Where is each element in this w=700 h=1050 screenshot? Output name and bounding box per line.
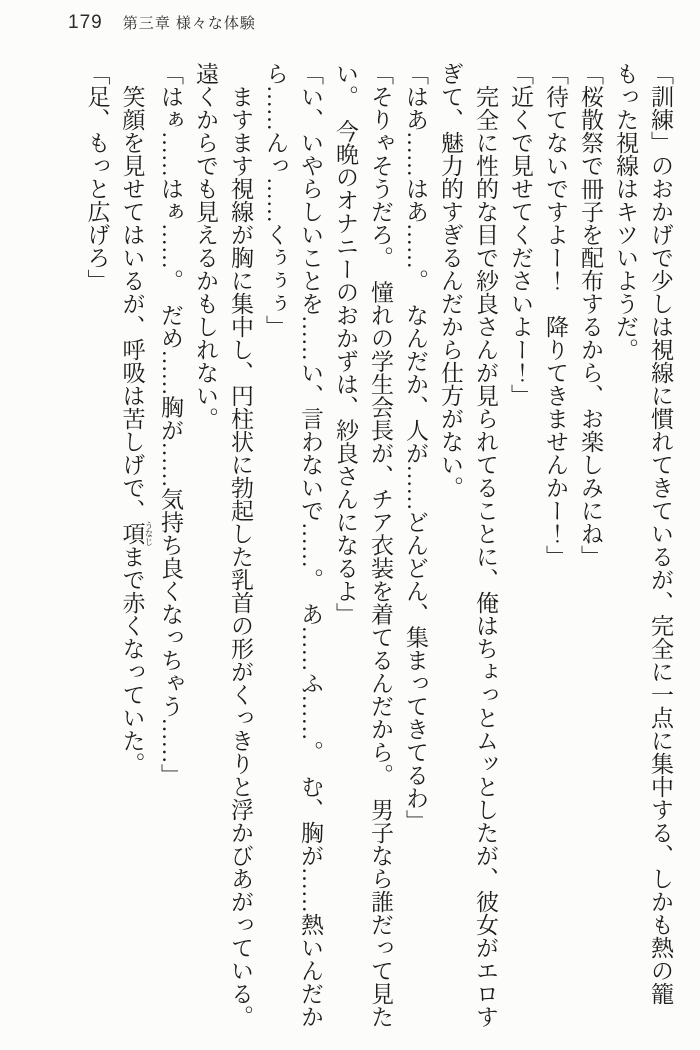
paragraph: 完全に性的な目で紗良さんが見られてることに、俺はちょっとムッとしたが、彼女がエロすぎて、魅力的すぎるんだから仕方がない。	[438, 62, 498, 1028]
paragraph: 「そりゃそうだろ。 憧れの学生会長が、チア衣装を着てるんだから。 男子なら誰だって見たい。 今晩のオナニーのおかずは、紗良さんになるよ」	[333, 62, 393, 1028]
page-number: 179	[68, 12, 103, 33]
paragraph: 「はぁ……はぁ……。 だめ……胸が……気持ち良くなっちゃう……」	[158, 62, 183, 787]
furigana: うなじ	[144, 521, 153, 546]
paragraph: 「訓練」のおかげで少しは視線に慣れてきているが、完全に一点に集中する、しかも熱の籠もった視線はキツいようだ。	[613, 62, 673, 1005]
ruby-annotated-word: 項 うなじ	[119, 521, 153, 546]
paragraph: 「待てないですよー！ 降りてきませんかー！」	[543, 62, 568, 568]
paragraph: 笑顔を見せてはいるが、呼吸は苦しげで、項 うなじまで赤くなっていた。	[119, 85, 153, 775]
paragraph: 「桜散祭で冊子を配布するから、お楽しみにね」	[578, 62, 603, 568]
running-header	[68, 12, 256, 34]
body-text-vertical	[80, 62, 679, 1040]
paragraph: ますます視線が胸に集中し、円柱状に勃起した乳首の形がくっきりと浮かびあがっている。 遠くからでも見えるかもしれない。	[193, 62, 253, 1040]
paragraph: 「い、いやらしいことを……い、言わないで……。 あ……ふ……。 む、胸が……熱いんだから……んっ……くぅぅぅ」	[263, 62, 323, 1028]
paragraph: 「近くで見せてくださいよー！」	[508, 62, 533, 407]
paragraph: 「足、もっと広げろ」	[84, 62, 110, 292]
paragraph: 「はあ……はあ……。 なんだか、人が……どんどん、集まってきてるわ」	[403, 62, 428, 833]
chapter-title: 第三章 様々な体験	[122, 15, 256, 32]
